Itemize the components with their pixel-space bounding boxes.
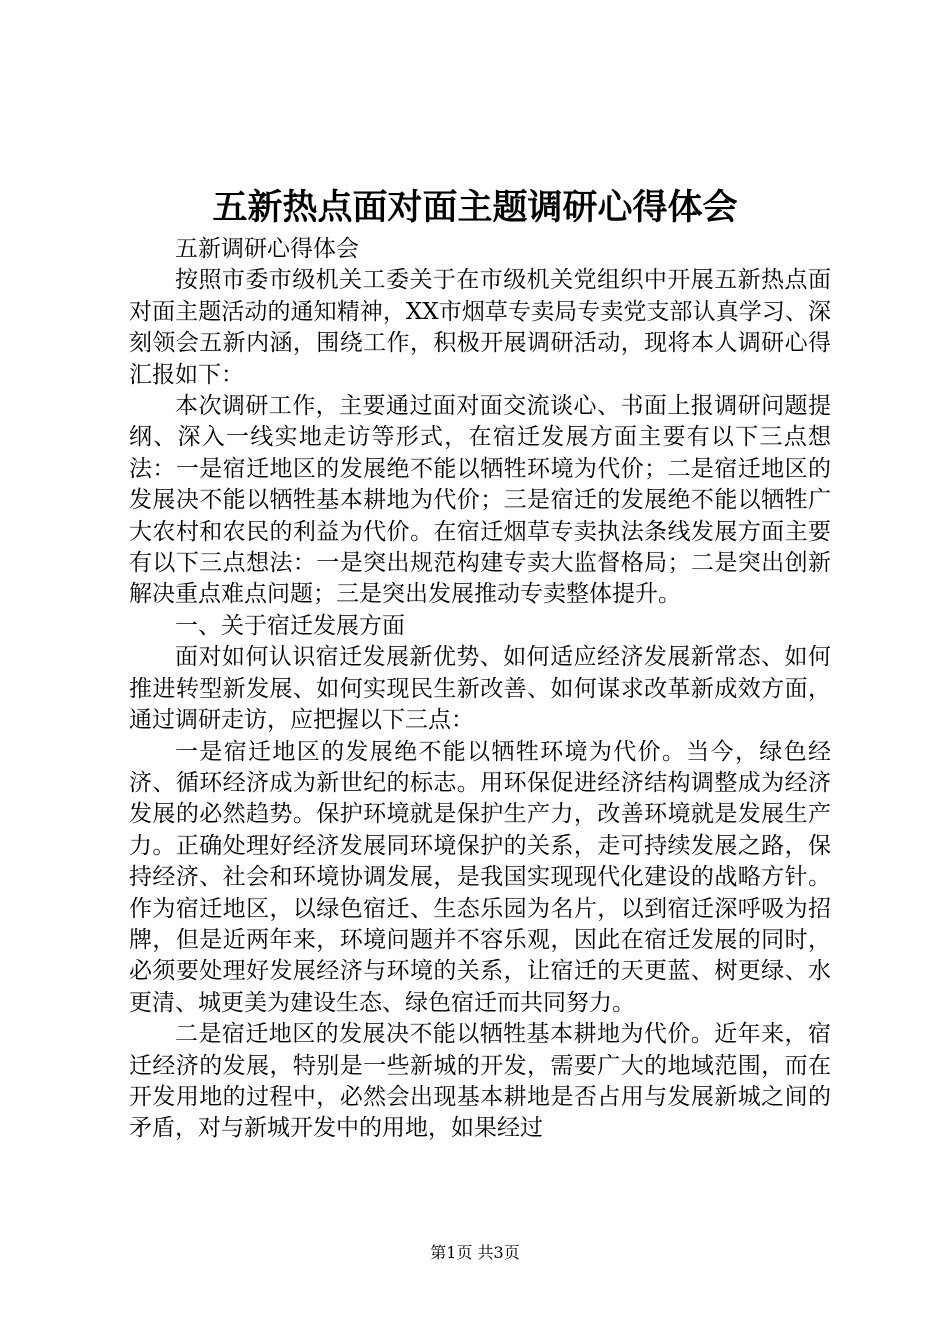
document-title: 五新热点面对面主题调研心得体会 — [212, 187, 738, 228]
paragraph-subtitle: 五新调研心得体会 — [175, 236, 359, 262]
paragraph-point-1: 一是宿迁地区的发展绝不能以牺牲环境为代价。当今，绿色经济、循环经济成为新世纪的标志。用环保促进经济结构调整成为经济发展的必然趋势。保护环境就是保护生产力，改善环境就是发展生产力。正确处理好经济发展同环境保护的关系，走可持续发展之路，保持经济、社会和环境协调发展，是我国实现现代化建设的战略方针。作为宿迁地区，以绿色宿迁、生态乐园为名片，以到宿迁深呼吸为招牌，但是近两年来，环境问题并不容乐观，因此在宿迁发展的同时，必须要处理好发展经济与环境的关系，让宿迁的天更蓝、树更绿、水更清、城更美为建设生态、绿色宿迁而共同努力。 — [129, 738, 831, 1016]
section-heading-1: 一、关于宿迁发展方面 — [175, 612, 405, 639]
paragraph-summary: 本次调研工作，主要通过面对面交流谈心、书面上报调研问题提纲、深入一线实地走访等形式，在宿迁发展方面主要有以下三点想法：一是宿迁地区的发展绝不能以牺牲环境为代价；二是宿迁地区的发展决不能以牺牲基本耕地为代价；三是宿迁的发展绝不能以牺牲广大农村和农民的利益为代价。在宿迁烟草专卖执法条线发展方面主要有以下三点想法：一是突出规范构建专卖大监督格局；二是突出创新解决重点难点问题；三是突出发展推动专卖整体提升。 — [129, 393, 831, 608]
paragraph-intro: 按照市委市级机关工委关于在市级机关党组织中开展五新热点面对面主题活动的通知精神，XX市烟草专卖局专卖党支部认真学习、深刻领会五新内涵，围绕工作，积极开展调研活动，现将本人调研心得汇报如下： — [129, 267, 831, 388]
paragraph-point-2: 二是宿迁地区的发展决不能以牺牲基本耕地为代价。近年来，宿迁经济的发展，特别是一些新城的开发，需要广大的地域范围，而在开发用地的过程中，必然会出现基本耕地是否占用与发展新城之间的矛盾，对与新城开发中的用地，如果经过 — [129, 1021, 831, 1142]
paragraph-section-intro: 面对如何认识宿迁发展新优势、如何适应经济发展新常态、如何推进转型新发展、如何实现民生新改善、如何谋求改革新成效方面，通过调研走访，应把握以下三点： — [129, 644, 831, 734]
page-footer: 第1页 共3页 — [430, 1243, 520, 1262]
document-body — [129, 234, 831, 1145]
